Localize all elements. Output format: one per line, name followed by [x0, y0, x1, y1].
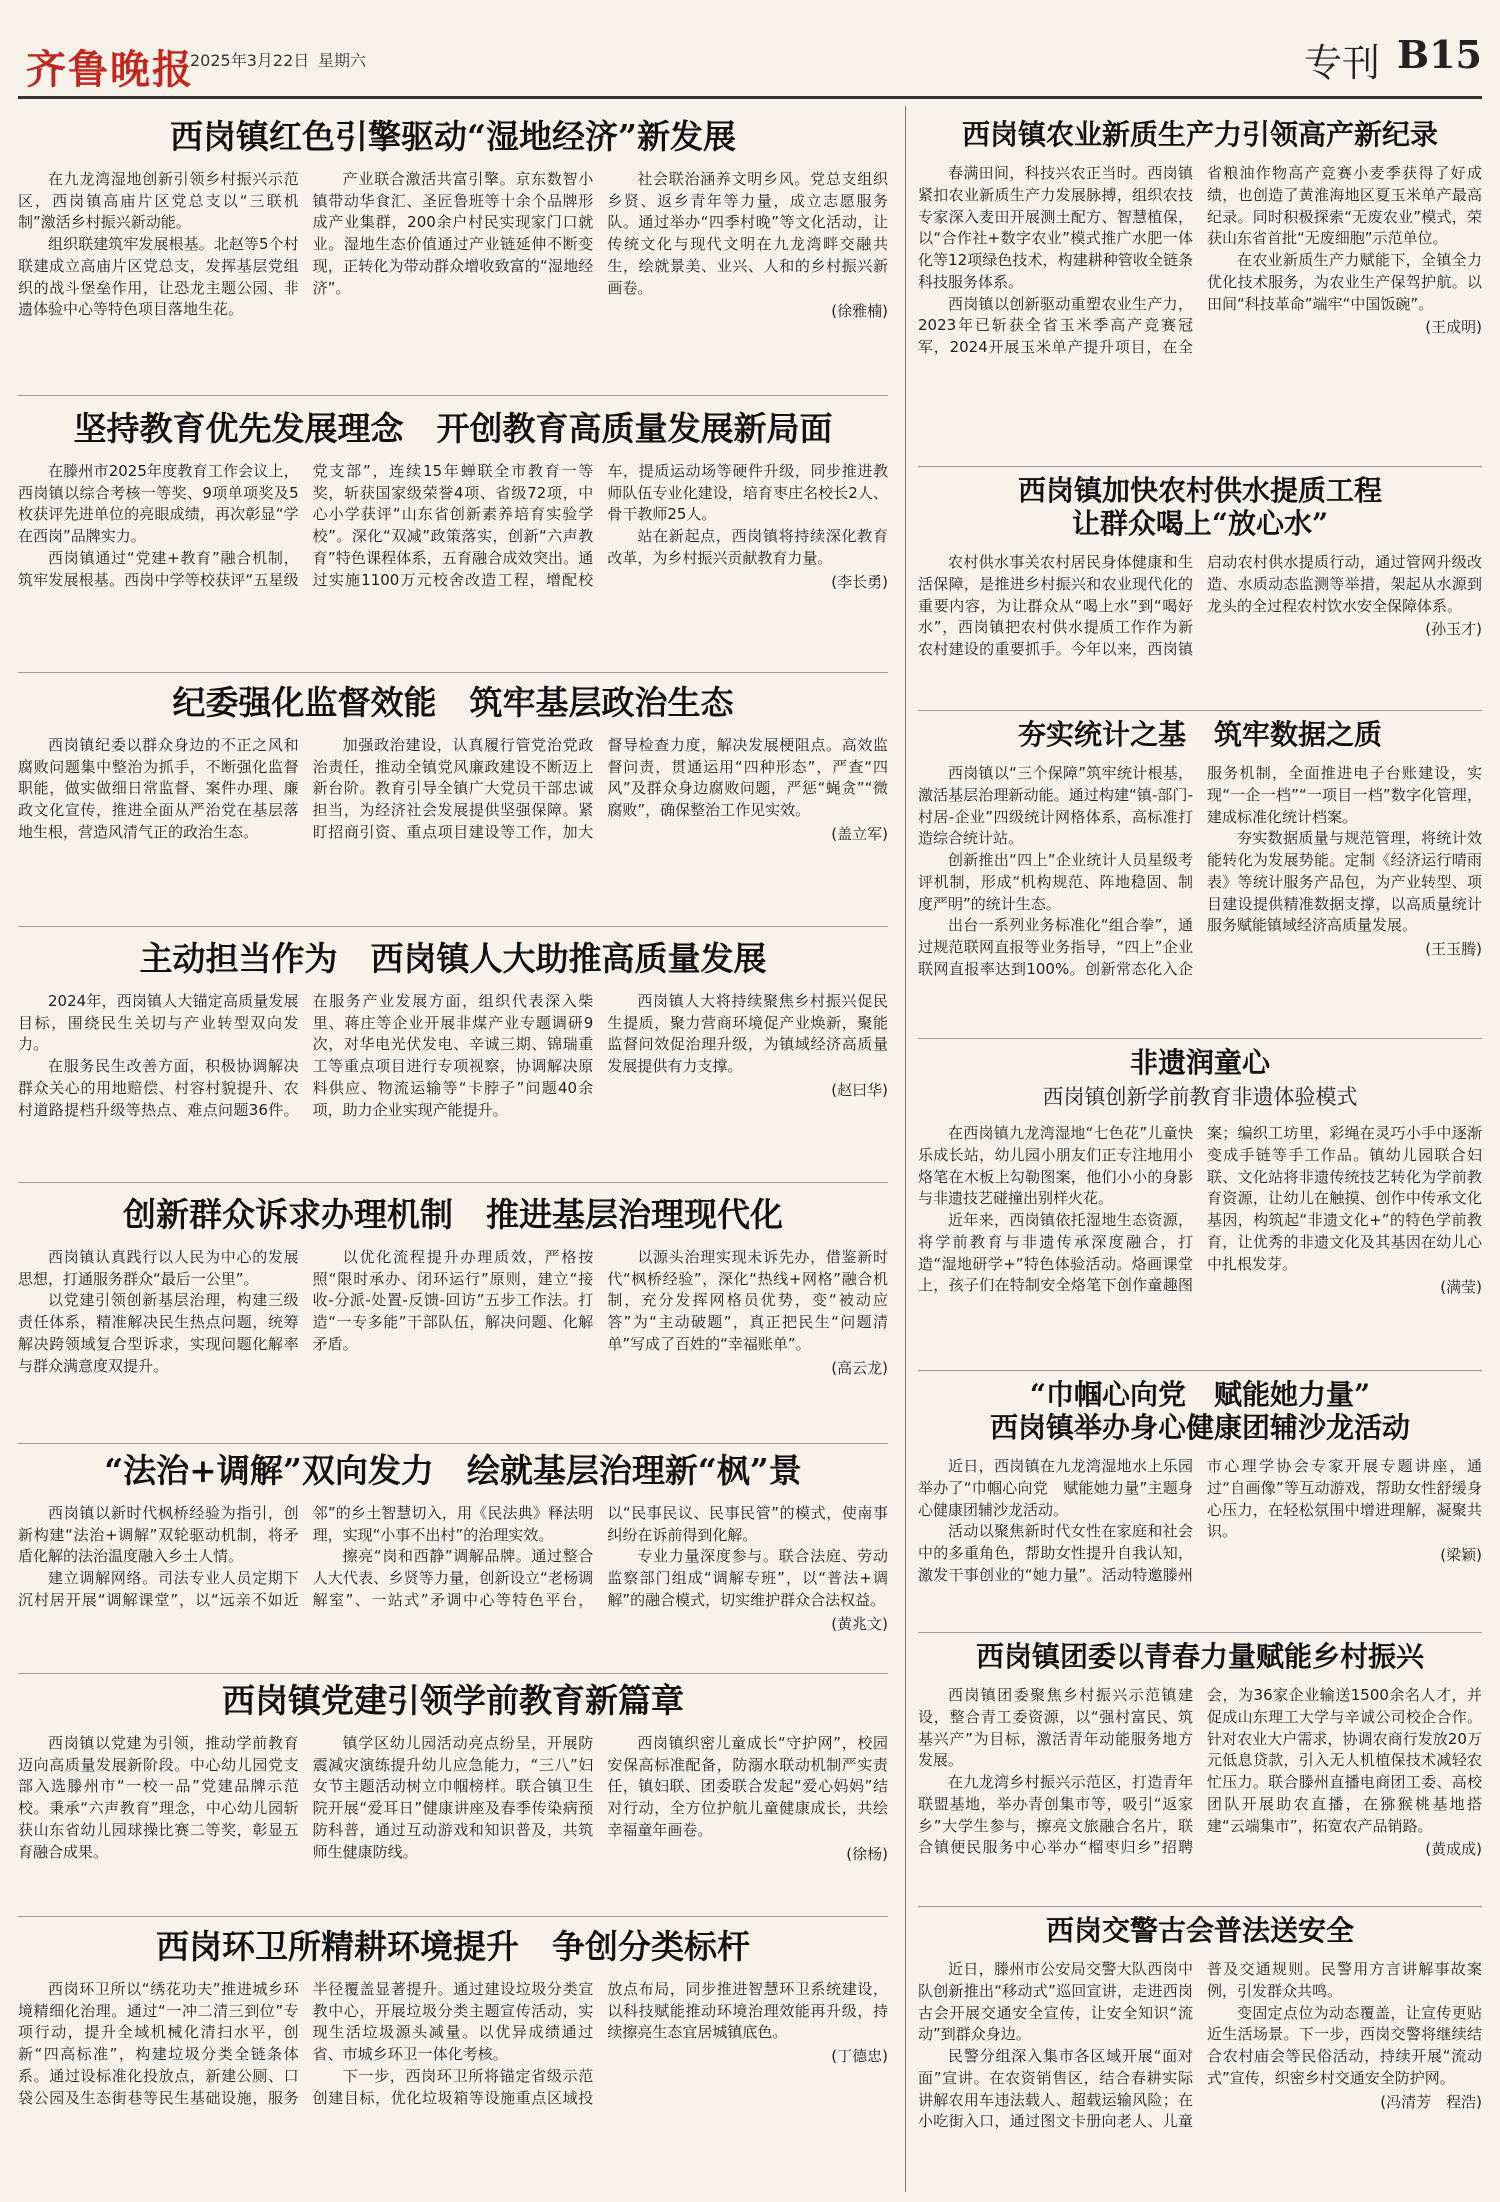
article-body	[18, 1503, 888, 1636]
paragraph: 擦亮“岗和西静”调解品牌。通过整合人大代表、乡贤等力量，创新设立“老杨调解室”、一站式”矛调中心等特色平台，以“民事民议、民事民管”的模式，使南事纠纷在诉前得到化解。	[312, 1503, 888, 1609]
paragraph: 下一步，西岗环卫所将锚定省级示范创建目标，优化垃圾箱等设施重点区域投放点布局，同步推进智慧环卫系统建设，以科技赋能推动环境治理效能再升级，持续擦亮生态宜居城镇底色。	[312, 1979, 888, 2107]
article-body	[18, 991, 888, 1122]
article-separator	[918, 1632, 1482, 1633]
article-body	[918, 163, 1482, 359]
article-author: (满莹)	[1440, 1278, 1482, 1297]
article-separator	[18, 395, 888, 396]
article-title: 西岗镇农业新质生产力引领高产新纪录	[961, 118, 1438, 151]
article-rule-of-law-mediation[interactable]	[18, 1452, 888, 1667]
paragraph: 加强政治建设，认真履行管党治党政治责任，推动全镇党风廉政建设不断迈上新台阶。教育引导全镇广大党员干部忠诚担当，为经济社会发展提供坚强保障。紧盯招商引资、重点项目建设等工作，加大督导检查力度，解决发展梗阻点。高效监督问责，贯通运用“四种形态”，严查“四风”及群众身边腐败问题，严惩“蝇贪”“微腐败”，确保整治工作见实效。	[312, 735, 888, 841]
masthead-logo: 齐鲁晚报	[26, 46, 194, 93]
paragraph: 活动以聚焦新时代女性在家庭和社会中的多重角色，帮助女性提升自我认知，激发干事创业的“她力量”。活动特邀滕州市心理学协会专家开展专题讲座，通过“自画像”等互动游戏，帮助女性舒缓身心压力，在轻松氛围中增进理解，凝聚共识。	[918, 1457, 1482, 1584]
paragraph: 夯实数据质量与规范管理，将统计效能转化为发展势能。定制《经济运行晴雨表》等统计服务产品包，为产业转型、项目建设提供精准数据支撑，以高质量统计服务赋能镇域经济高质量发展。	[1207, 829, 1482, 935]
paragraph: 西岗镇团委聚焦乡村振兴示范镇建设，整合青工委资源，以“强村富民、筑基兴产”为目标，激活青年动能服务地方发展。	[918, 1686, 1193, 1770]
paragraph: 近年来，西岗镇依托湿地生态资源，将学前教育与非遗传承深度融合，打造“湿地研学+”特色体验活动。烙画课堂上，孩子们在特制安全烙笔下创作童趣图案；编织工坊里，彩绳在灵巧小手中逐渐变成手链等手工作品。镇幼儿园联合妇联、文化站将非遗传统技艺转化为学前教育资源，让幼儿在触摸、创作中传承文化基因，构筑起“非遗文化+”的特色学前教育，让优秀的非遗文化及其基因在幼儿心中扎根发芽。	[918, 1124, 1482, 1295]
article-public-appeals[interactable]	[18, 1196, 888, 1436]
paragraph: 春满田间，科技兴农正当时。西岗镇紧扣农业新质生产力发展脉搏，组织农技专家深入麦田开展测土配方、智慧植保，以“合作社+数字农业”模式推广水肥一体化等12项绿色技术，构建耕种管收全链条科技服务体系。	[918, 164, 1193, 291]
article-author: (黄兆文)	[831, 1614, 888, 1633]
article-author: (黄成成)	[1425, 1840, 1482, 1859]
article-author: (李长勇)	[831, 572, 888, 591]
article-author: (梁颖)	[1440, 1546, 1482, 1565]
publication-date: 2025年3月22日	[190, 51, 310, 70]
publication-weekday: 星期六	[318, 51, 367, 70]
article-body	[918, 763, 1482, 981]
article-separator	[918, 710, 1482, 711]
article-separator	[918, 1370, 1482, 1371]
article-separator	[18, 1916, 888, 1917]
paragraph: 建立调解网络。司法专业人员定期下沉村居开展“调解课堂”，以“远亲不如近邻”的乡土智慧切入，用《民法典》释法明理，实现“小事不出村”的治理实效。	[18, 1503, 594, 1609]
paragraph: 出台一系列业务标准化“组合拳”，通过规范联网直报等业务指导，“四上”企业联网直报率达到100%。创新常态化入企服务机制，全面推进电子台账建设，实现“一企一档”“一项目一档”数字化管理，建成标准化统计档案。	[918, 764, 1482, 978]
paragraph: 在服务民生改善方面，积极协调解决群众关心的用地赔偿、村容村貌提升、农村道路提档升级等热点、难点问题36件。在服务产业发展方面，组织代表深入柴里、蒋庄等企业开展非煤产业专题调研9次，对华电光伏发电、辛诚三期、锦瑞重工等重点项目进行专项视察，协调解决原料供应、物流运输等“卡脖子”问题40余项，助力企业实现产能提升。	[18, 991, 594, 1119]
paragraph: 以源头治理实现未诉先办，借鉴新时代“枫桥经验”，深化“热线+网格”融合机制，充分发挥网格员优势，变“被动应答”为“主动破题”，真正把民生“问题清单”写成了百姓的“幸福账单”。	[607, 1247, 888, 1353]
paragraph: 社会联治涵养文明乡风。党总支组织乡贤、返乡青年等力量，成立志愿服务队。通过举办“四季村晚”等文化活动，让传统文化与现代文明在九龙湾畔交融共生，绘就景美、业兴、人和的乡村振兴新画卷。	[607, 169, 888, 297]
article-preschool-education[interactable]	[18, 1682, 888, 1910]
article-title-line2: 西岗镇举办身心健康团辅沙龙活动	[989, 1411, 1410, 1445]
article-agriculture[interactable]	[918, 118, 1482, 460]
article-wetland-economy[interactable]	[18, 118, 888, 388]
paragraph: 以优化流程提升办理质效，严格按照“限时承办、闭环运行”原则，建立“接收-分派-处置-反馈-回访”五步工作法。打造“一专多能”干部队伍，解决问题、化解矛盾。	[312, 1247, 594, 1353]
article-author: (高云龙)	[831, 1358, 888, 1377]
article-author: (赵曰华)	[831, 1080, 888, 1099]
article-subtitle: 西岗镇创新学前教育非遗体验模式	[1042, 1085, 1358, 1110]
article-title: 坚持教育优先发展理念 开创教育高质量发展新局面	[73, 410, 833, 448]
article-author: (盖立军)	[831, 824, 888, 843]
paragraph: 西岗镇通过“党建+教育”融合机制，筑牢发展根基。西岗中学等校获评“五星级党支部”，连续15年蝉联全市教育一等奖，斩获国家级荣誉4项、省级72项，中心小学获评“山东省创新素养培育实验学校”。深化“双减”政策落实，创新“六声教育”特色课程体系，五育融合成效突出。通过实施1100万元校舍改造工程，增配校车，提质运动场等硬件升级，同步推进教师队伍专业化建设，培育枣庄名校长2人、骨干教师25人。	[18, 461, 888, 589]
article-title: 非遗润童心	[1129, 1046, 1270, 1079]
paragraph: 近日，西岗镇在九龙湾湿地水上乐园举办了“巾帼心向党 赋能她力量”主题身心健康团辅沙龙活动。	[918, 1457, 1193, 1519]
article-discipline[interactable]	[18, 684, 888, 919]
article-title: 西岗环卫所精耕环境提升 争创分类标杆	[156, 1928, 750, 1966]
paragraph: 西岗镇以党建为引领，推动学前教育迈向高质量发展新阶段。中心幼儿园党支部入选滕州市“一校一品”党建品牌示范校。秉承“六声教育”理念，中心幼儿园斩获山东省幼儿园球操比赛二等奖，彰显五育融合成果。	[18, 1733, 299, 1861]
article-body	[18, 461, 888, 594]
paragraph: 在滕州市2025年度教育工作会议上，西岗镇以综合考核一等奖、9项单项奖及5枚获评先进单位的亮眼成绩，再次彰显“学在西岗”品牌实力。	[18, 461, 299, 546]
article-education[interactable]	[18, 410, 888, 665]
article-title: 西岗镇红色引擎驱动“湿地经济”新发展	[170, 118, 736, 156]
article-body	[18, 1979, 888, 2110]
article-separator	[18, 1443, 888, 1444]
article-traffic-police[interactable]	[918, 1914, 1482, 2194]
page-number: B15	[1397, 32, 1482, 77]
paragraph: 在西岗镇九龙湾湿地“七色花”儿童快乐成长站，幼儿园小朋友们正专注地用小烙笔在木板上勾勒图案，他们小小的身影与非遗技艺碰撞出别样火花。	[918, 1124, 1193, 1208]
section-name: 专刊	[1303, 41, 1380, 85]
article-sanitation[interactable]	[18, 1928, 888, 2193]
article-author: (徐杨)	[846, 1844, 888, 1863]
article-title: 西岗交警古会普法送安全	[1045, 1914, 1354, 1947]
article-author: (徐雅楠)	[831, 302, 888, 321]
column-divider	[905, 106, 906, 2192]
article-separator	[18, 926, 888, 927]
paragraph: 民警分组深入集市各区域开展“面对面”宣讲。在农资销售区，结合春耕实际讲解农用车违法载人、超载运输风险；在小吃街入口，通过图文卡册向老人、儿童普及交通规则。民警用方言讲解事故案例，引发群众共鸣。	[918, 1960, 1482, 2131]
article-separator	[18, 1673, 888, 1674]
article-author: (王玉腾)	[1425, 940, 1482, 959]
article-title: 纪委强化监督效能 筑牢基层政治生态	[172, 684, 734, 722]
article-separator	[918, 1906, 1482, 1907]
paragraph: 在九龙湾湿地创新引领乡村振兴示范区，西岗镇高庙片区党总支以“三联机制”激活乡村振兴新动能。	[18, 169, 299, 232]
article-intangible-heritage[interactable]	[918, 1046, 1482, 1366]
paragraph: 变固定点位为动态覆盖，让宣传更贴近生活场景。下一步，西岗交警将继续结合农村庙会等民俗活动，持续开展“流动式”宣传，织密乡村交通安全防护网。	[1207, 2003, 1482, 2087]
article-title: 创新群众诉求办理机制 推进基层治理现代化	[123, 1196, 783, 1234]
article-body	[18, 169, 888, 323]
header-rule	[18, 96, 1482, 99]
article-body	[18, 735, 888, 846]
article-body	[918, 552, 1482, 661]
article-title: 西岗镇加快农村供水提质工程	[1017, 474, 1382, 507]
paragraph: 西岗镇以创新驱动重塑农业生产力，2023年已斩获全省玉米季高产竞赛冠军，2024开展玉米单产提升项目，在全省粮油作物高产竞赛小麦季获得了好成绩，也创造了黄淮海地区夏玉米单产最高纪录。同时积极探索“无废农业”模式，荣获山东省首批“无废细胞”示范单位。	[918, 164, 1482, 357]
paragraph: 西岗镇人大将持续聚焦乡村振兴促民生提质，聚力营商环境促产业焕新，聚能监督问效促治理升级，为镇域经济高质量发展提供有力支撑。	[607, 991, 888, 1076]
paragraph: 近日，滕州市公安局交警大队西岗中队创新推出“移动式”巡回宣讲，走进西岗古会开展交通安全宣传，让安全知识“流动”到群众身边。	[918, 1960, 1193, 2044]
paragraph: 西岗镇纪委以群众身边的不正之风和腐败问题集中整治为抓手，不断强化监督职能，做实做细日常监督、案件办理、廉政文化宣传，推进全面从严治党在基层落地生根，营造风清气正的政治生态。	[18, 735, 299, 841]
paragraph: 站在新起点，西岗镇将持续深化教育改革，为乡村振兴贡献教育力量。	[607, 527, 888, 567]
paragraph: 2024年，西岗镇人大锚定高质量发展目标，围绕民生关切与产业转型双向发力。	[18, 991, 299, 1054]
article-body	[918, 1456, 1482, 1587]
article-body	[918, 1123, 1482, 1299]
paragraph: 西岗镇以“三个保障”筑牢统计根基，激活基层治理新动能。通过构建“镇-部门-村居-企业”四级统计网格体系，高标准打造综合统计站。	[918, 764, 1193, 848]
article-separator	[18, 1182, 888, 1183]
article-peoples-congress[interactable]	[18, 940, 888, 1175]
paragraph: 西岗镇认真践行以人民为中心的发展思想，打通服务群众“最后一公里”。	[18, 1247, 299, 1288]
article-separator	[18, 672, 888, 673]
article-title: 主动担当作为 西岗镇人大助推高质量发展	[139, 940, 767, 978]
paragraph: 产业联合激活共富引擎。京东数智小镇带动华食汇、圣匠鲁班等十余个品牌形成产业集群，200余户村民实现家门口就业。湿地生态价值通过产业链延伸不断变现，正转化为带动群众增收致富的“湿地经济”。	[312, 169, 594, 297]
paragraph: 以党建引领创新基层治理，构建三级责任体系，精准解决民生热点问题，统筹解决跨领域复合型诉求，实现问题化解率与群众满意度双提升。	[18, 1291, 299, 1375]
paragraph: 专业力量深度参与。联合法庭、劳动监察部门组成“调解专班”，以“普法+调解”的融合模式，切实维护群众合法权益。	[607, 1547, 888, 1609]
article-body	[918, 1959, 1482, 2133]
paragraph: 西岗环卫所以“绣花功夫”推进城乡环境精细化治理。通过“一冲二清三到位”专项行动，提升全域机械化清扫水平，创新“四高标准”，构建垃圾分类全链条体系。通过设标准化投放点，新建公厕、口袋公园及生态街巷等民生基础设施，服务半径覆盖显著提升。通过建设垃圾分类宣教中心，开展垃圾分类主题宣传活动，实现生活垃圾源头减量。以优异成绩通过省、市城乡环卫一体化考核。	[18, 1979, 594, 2107]
paragraph: 组织联建筑牢发展根基。北赵等5个村联建成立高庙片区党总支，发挥基层党组织的战斗堡垒作用，让恐龙主题公园、非遗体验中心等特色项目落地生花。	[18, 235, 299, 319]
article-rural-water[interactable]	[918, 474, 1482, 706]
article-body	[18, 1733, 888, 1866]
article-body	[18, 1247, 888, 1380]
article-author: (冯清芳 程浩)	[1380, 2092, 1482, 2111]
article-title: 夯实统计之基 筑牢数据之质	[1017, 718, 1382, 751]
paragraph: 西岗镇织密儿童成长“守护网”，校园安保高标准配备，防溺水联动机制严实责任，镇妇联、团委联合发起“爱心妈妈”结对行动，全方位护航儿童健康成长，共绘幸福童年画卷。	[607, 1733, 888, 1839]
paragraph: 西岗镇以新时代枫桥经验为指引，创新构建“法治+调解”双轮驱动机制，将矛盾化解的法治温度融入乡土人情。	[18, 1503, 299, 1566]
article-title: 西岗镇团委以青春力量赋能乡村振兴	[975, 1640, 1424, 1673]
article-author: (孙玉才)	[1425, 620, 1482, 639]
paragraph: 创新推出“四上”企业统计人员星级考评机制，形成“机构规范、阵地稳固、制度严明”的统计生态。	[918, 851, 1193, 913]
article-title-line2: 让群众喝上“放心水”	[1071, 507, 1329, 541]
article-author: (王成明)	[1425, 318, 1482, 337]
article-body	[918, 1685, 1482, 1861]
article-title: “法治+调解”双向发力 绘就基层治理新“枫”景	[104, 1452, 802, 1490]
article-women-salon[interactable]	[918, 1378, 1482, 1628]
paragraph: 在农业新质生产力赋能下，全镇全力优化技术服务，为农业生产保驾护航。以田间“科技革命”端牢“中国饭碗”。	[1207, 251, 1482, 313]
paragraph: 在九龙湾乡村振兴示范区，打造青年联盟基地，举办青创集市等，吸引“返家乡”大学生参与，擦亮文旅融合名片，联合镇便民服务中心举办“榴枣归乡”招聘会，为36家企业输送1500余名人才，并促成山东理工大学与辛诚公司校企合作。针对农业大户需求，协调农商行发放20万元低息贷款，引入无人机植保技术减轻农忙压力。联合滕州直播电商团工委、高校团队开展助农直播，在猕猴桃基地搭建“云端集市”，拓宽农产品销路。	[918, 1686, 1482, 1857]
article-youth-league[interactable]	[918, 1640, 1482, 1902]
article-statistics[interactable]	[918, 718, 1482, 1034]
paragraph: 镇学区幼儿园活动亮点纷呈，开展防震减灾演练提升幼儿应急能力，“三八”妇女节主题活动树立巾帼榜样。联合镇卫生院开展“爱耳日”健康讲座及春季传染病预防科普，通过互动游戏和知识普及，共筑师生健康防线。	[312, 1733, 594, 1861]
page-header	[0, 0, 1500, 100]
paragraph: 农村供水事关农村居民身体健康和生活保障，是推进乡村振兴和农业现代化的重要内容，为让群众从“喝上水”到“喝好水”，西岗镇把农村供水提质工作作为新农村建设的重要抓手。今年以来，西岗镇启动农村供水提质行动，通过管网升级改造、水质动态监测等举措，架起从水源到龙头的全过程农村饮水安全保障体系。	[918, 553, 1482, 659]
article-title: “巾帼心向党 赋能她力量”	[1029, 1378, 1371, 1411]
article-separator	[918, 466, 1482, 467]
article-title: 西岗镇党建引领学前教育新篇章	[222, 1682, 684, 1720]
article-author: (丁德忠)	[831, 2047, 888, 2066]
article-separator	[918, 1038, 1482, 1039]
